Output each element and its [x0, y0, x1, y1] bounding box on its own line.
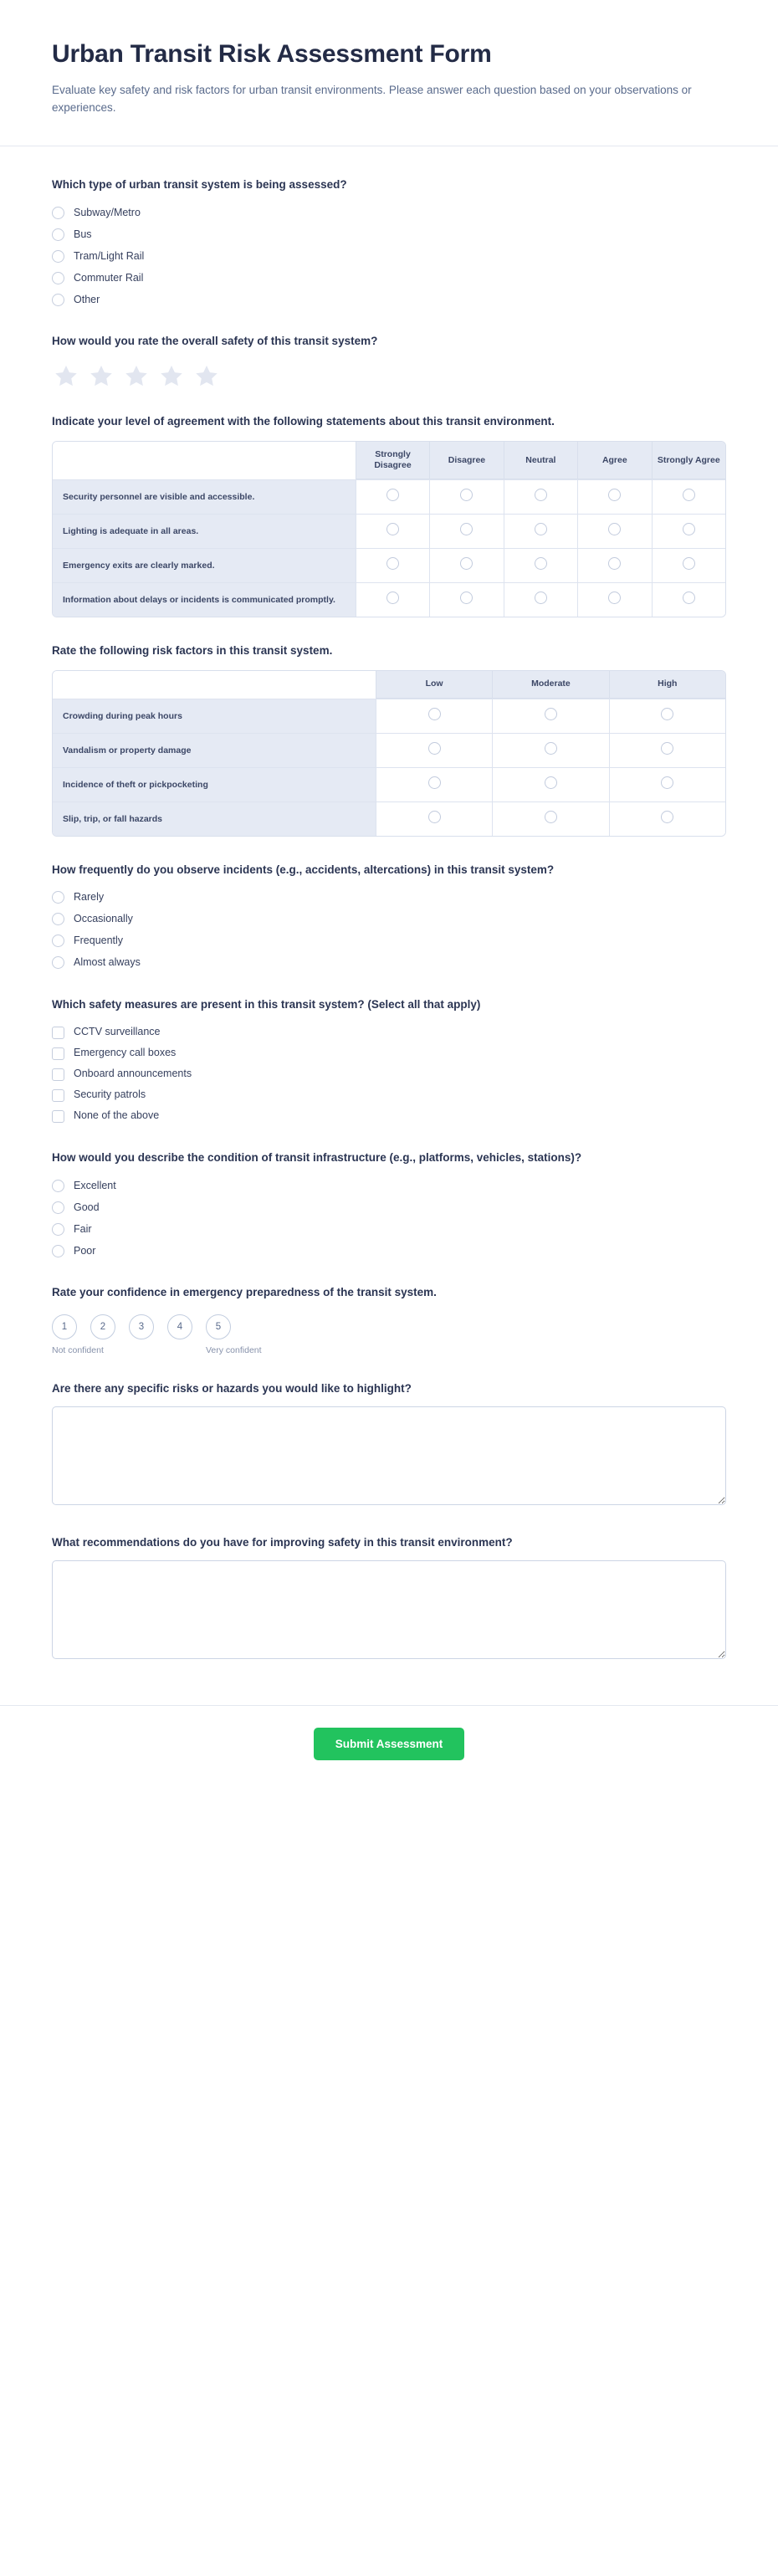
scale-high-caption: Very confident	[206, 1344, 262, 1355]
matrix-row-label: Emergency exits are clearly marked.	[53, 548, 356, 582]
radio-icon[interactable]	[545, 776, 557, 789]
matrix-row	[53, 801, 725, 836]
option-label: Commuter Rail	[74, 271, 144, 284]
radio-icon[interactable]	[608, 592, 621, 604]
scale-value-label: 4	[177, 1321, 183, 1332]
radio-icon[interactable]	[683, 557, 695, 570]
radio-group-incident-frequency	[52, 889, 726, 971]
option-label: CCTV surveillance	[74, 1026, 161, 1038]
radio-icon[interactable]	[460, 592, 473, 604]
matrix-column-header: Strongly Agree	[652, 442, 725, 479]
radio-icon[interactable]	[428, 708, 441, 720]
radio-icon[interactable]	[52, 1245, 64, 1257]
matrix-cell[interactable]	[376, 801, 492, 836]
safety-measure-option[interactable]	[52, 1024, 726, 1041]
radio-icon[interactable]	[661, 742, 673, 755]
incident-frequency-option[interactable]	[52, 911, 726, 928]
option-label: Other	[74, 293, 100, 305]
confidence-scale-option[interactable]	[167, 1314, 192, 1339]
matrix-cell[interactable]	[356, 514, 429, 548]
page-title: Urban Transit Risk Assessment Form	[52, 40, 492, 68]
matrix-cell[interactable]	[577, 514, 651, 548]
radio-icon[interactable]	[535, 557, 547, 570]
infrastructure-option[interactable]	[52, 1221, 726, 1237]
checkbox-group-safety-measures	[52, 1024, 726, 1124]
incident-frequency-option[interactable]	[52, 955, 726, 971]
matrix-row	[53, 514, 725, 548]
question-confidence-scale	[52, 1284, 726, 1355]
matrix-cell[interactable]	[376, 733, 492, 767]
question-overall-safety	[52, 333, 726, 387]
matrix-row	[53, 548, 725, 582]
star-icon[interactable]	[124, 363, 149, 388]
form-footer	[0, 1705, 778, 1795]
risk-matrix-corner	[53, 671, 376, 698]
matrix-row	[53, 479, 725, 514]
radio-icon[interactable]	[52, 250, 64, 263]
option-label: Bus	[74, 228, 92, 240]
question-label: How frequently do you observe incidents (e.g., accidents, altercations) in this transit system?	[52, 863, 555, 876]
option-label: Security patrols	[74, 1088, 146, 1101]
radio-icon[interactable]	[608, 557, 621, 570]
matrix-column-header: Disagree	[429, 442, 503, 479]
option-label: Subway/Metro	[74, 206, 141, 218]
matrix-cell[interactable]	[652, 548, 725, 582]
safety-measure-option[interactable]	[52, 1087, 726, 1104]
matrix-cell[interactable]	[609, 699, 725, 733]
matrix-row-label: Incidence of theft or pickpocketing	[53, 767, 376, 801]
scale-low-caption: Not confident	[52, 1344, 104, 1355]
option-label: Tram/Light Rail	[74, 249, 145, 262]
transit-type-option[interactable]	[52, 248, 726, 264]
option-label: Onboard announcements	[74, 1068, 192, 1080]
radio-icon[interactable]	[460, 489, 473, 501]
transit-type-option[interactable]	[52, 291, 726, 308]
radio-icon[interactable]	[52, 294, 64, 306]
radio-icon[interactable]	[535, 592, 547, 604]
radio-icon[interactable]	[460, 523, 473, 535]
option-label: Occasionally	[74, 913, 133, 925]
question-label: Indicate your level of agreement with the following statements about this transit environment.	[52, 414, 555, 428]
matrix-cell[interactable]	[652, 479, 725, 514]
radio-group-transit-type	[52, 204, 726, 308]
transit-type-option[interactable]	[52, 204, 726, 221]
option-label: None of the above	[74, 1109, 160, 1122]
radio-icon[interactable]	[545, 742, 557, 755]
safety-measure-option[interactable]	[52, 1045, 726, 1062]
incident-frequency-option[interactable]	[52, 889, 726, 906]
confidence-scale-control	[52, 1313, 726, 1355]
risk-factors-matrix-table	[52, 670, 726, 836]
checkbox-icon[interactable]	[52, 1027, 64, 1039]
matrix-cell[interactable]	[429, 582, 503, 617]
radio-icon[interactable]	[52, 207, 64, 219]
radio-icon[interactable]	[52, 1180, 64, 1192]
matrix-cell[interactable]	[429, 479, 503, 514]
star-icon[interactable]	[54, 363, 79, 388]
confidence-scale-option[interactable]	[206, 1314, 231, 1339]
transit-type-option[interactable]	[52, 269, 726, 286]
matrix-row	[53, 699, 725, 733]
matrix-column-header: Low	[376, 671, 492, 698]
checkbox-icon[interactable]	[52, 1110, 64, 1123]
radio-icon[interactable]	[52, 272, 64, 284]
matrix-column-header: Strongly Disagree	[356, 442, 429, 479]
matrix-cell[interactable]	[609, 801, 725, 836]
matrix-cell[interactable]	[356, 582, 429, 617]
radio-icon[interactable]	[52, 913, 64, 925]
option-label: Fair	[74, 1222, 92, 1235]
radio-icon[interactable]	[386, 557, 399, 570]
matrix-cell[interactable]	[376, 767, 492, 801]
matrix-cell[interactable]	[609, 733, 725, 767]
option-label: Poor	[74, 1244, 96, 1257]
radio-icon[interactable]	[545, 811, 557, 823]
safety-measure-option[interactable]	[52, 1066, 726, 1083]
matrix-row	[53, 733, 725, 767]
matrix-row-label: Security personnel are visible and accessible.	[53, 479, 356, 514]
scale-value-label: 5	[215, 1321, 222, 1332]
specific-risks-textarea[interactable]	[52, 1406, 726, 1505]
radio-icon[interactable]	[52, 956, 64, 969]
matrix-row-label: Vandalism or property damage	[53, 733, 376, 767]
option-label: Good	[74, 1201, 100, 1213]
question-recommendations	[52, 1534, 726, 1663]
question-label: Which safety measures are present in this transit system? (Select all that apply)	[52, 997, 481, 1011]
question-label: Rate the following risk factors in this transit system.	[52, 644, 333, 658]
matrix-row	[53, 582, 725, 617]
radio-icon[interactable]	[386, 592, 399, 604]
form-header	[0, 0, 778, 146]
radio-icon[interactable]	[608, 489, 621, 501]
matrix-row	[53, 767, 725, 801]
page-subtitle: Evaluate key safety and risk factors for urban transit environments. Please answer each question based on your observations or experiences.	[52, 83, 692, 115]
question-transit-type	[52, 177, 726, 308]
matrix-cell[interactable]	[429, 548, 503, 582]
question-label: Rate your confidence in emergency preparedness of the transit system.	[52, 1286, 437, 1299]
matrix-cell[interactable]	[577, 479, 651, 514]
question-incident-frequency	[52, 862, 726, 971]
radio-icon[interactable]	[545, 708, 557, 720]
radio-icon[interactable]	[460, 557, 473, 570]
radio-icon[interactable]	[661, 811, 673, 823]
matrix-row-label: Lighting is adequate in all areas.	[53, 514, 356, 548]
matrix-cell[interactable]	[356, 479, 429, 514]
scale-value-label: 3	[138, 1321, 145, 1332]
matrix-cell[interactable]	[609, 767, 725, 801]
matrix-cell[interactable]	[356, 548, 429, 582]
matrix-column-header: Moderate	[492, 671, 608, 698]
radio-icon[interactable]	[52, 935, 64, 947]
radio-group-infrastructure	[52, 1177, 726, 1259]
radio-icon[interactable]	[661, 708, 673, 720]
matrix-row-label: Information about delays or incidents is communicated promptly.	[53, 582, 356, 617]
infrastructure-option[interactable]	[52, 1199, 726, 1216]
matrix-cell[interactable]	[504, 548, 577, 582]
matrix-cell[interactable]	[577, 582, 651, 617]
option-label: Rarely	[74, 891, 105, 904]
checkbox-icon[interactable]	[52, 1047, 64, 1060]
question-agreement-matrix	[52, 413, 726, 618]
matrix-cell[interactable]	[504, 582, 577, 617]
radio-icon[interactable]	[386, 523, 399, 535]
radio-icon[interactable]	[683, 592, 695, 604]
question-risk-factors-matrix	[52, 643, 726, 836]
agreement-matrix-corner	[53, 442, 356, 479]
transit-type-option[interactable]	[52, 226, 726, 243]
confidence-scale-option[interactable]	[90, 1314, 115, 1339]
checkbox-icon[interactable]	[52, 1068, 64, 1081]
radio-icon[interactable]	[428, 742, 441, 755]
radio-icon[interactable]	[52, 228, 64, 241]
question-label: What recommendations do you have for improving safety in this transit environment?	[52, 1535, 513, 1549]
matrix-cell[interactable]	[376, 699, 492, 733]
star-icon[interactable]	[159, 363, 184, 388]
matrix-cell[interactable]	[492, 733, 608, 767]
infrastructure-option[interactable]	[52, 1177, 726, 1194]
safety-measure-option[interactable]	[52, 1108, 726, 1124]
matrix-cell[interactable]	[504, 514, 577, 548]
form-body	[0, 146, 778, 1705]
question-label: How would you describe the condition of transit infrastructure (e.g., platforms, vehicles, stations)?	[52, 1151, 582, 1165]
matrix-cell[interactable]	[492, 767, 608, 801]
matrix-cell[interactable]	[504, 479, 577, 514]
star-icon[interactable]	[89, 363, 114, 388]
option-label: Frequently	[74, 935, 124, 947]
infrastructure-option[interactable]	[52, 1242, 726, 1259]
checkbox-icon[interactable]	[52, 1089, 64, 1102]
scale-value-label: 2	[100, 1321, 106, 1332]
recommendations-textarea[interactable]	[52, 1560, 726, 1659]
radio-icon[interactable]	[428, 811, 441, 823]
radio-icon[interactable]	[661, 776, 673, 789]
option-label: Excellent	[74, 1179, 116, 1191]
matrix-cell[interactable]	[429, 514, 503, 548]
question-safety-measures	[52, 996, 726, 1124]
radio-icon[interactable]	[683, 489, 695, 501]
matrix-column-header: Neutral	[504, 442, 577, 479]
matrix-row-label: Slip, trip, or fall hazards	[53, 801, 376, 836]
question-specific-risks	[52, 1380, 726, 1509]
incident-frequency-option[interactable]	[52, 933, 726, 950]
option-label: Almost always	[74, 956, 141, 969]
matrix-column-header: High	[609, 671, 725, 698]
agreement-matrix-table	[52, 441, 726, 617]
scale-value-label: 1	[61, 1321, 68, 1332]
scale-options	[52, 1314, 726, 1339]
radio-icon[interactable]	[683, 523, 695, 535]
option-label: Emergency call boxes	[74, 1047, 177, 1059]
radio-icon[interactable]	[52, 891, 64, 904]
matrix-cell[interactable]	[492, 801, 608, 836]
matrix-cell[interactable]	[652, 582, 725, 617]
radio-icon[interactable]	[535, 523, 547, 535]
matrix-cell[interactable]	[652, 514, 725, 548]
question-label: Which type of urban transit system is being assessed?	[52, 178, 347, 192]
scale-captions	[52, 1345, 726, 1355]
submit-button[interactable]: Submit Assessment	[314, 1728, 465, 1760]
question-infrastructure-condition	[52, 1150, 726, 1259]
radio-icon[interactable]	[428, 776, 441, 789]
radio-icon[interactable]	[52, 1201, 64, 1214]
matrix-column-header: Agree	[577, 442, 651, 479]
radio-icon[interactable]	[608, 523, 621, 535]
confidence-scale-option[interactable]	[129, 1314, 154, 1339]
star-icon[interactable]	[194, 363, 219, 388]
matrix-cell[interactable]	[577, 548, 651, 582]
matrix-row-label: Crowding during peak hours	[53, 699, 376, 733]
matrix-cell[interactable]	[492, 699, 608, 733]
star-rating-control[interactable]	[52, 361, 726, 388]
question-label: Are there any specific risks or hazards you would like to highlight?	[52, 1381, 412, 1395]
radio-icon[interactable]	[535, 489, 547, 501]
radio-icon[interactable]	[52, 1223, 64, 1236]
radio-icon[interactable]	[386, 489, 399, 501]
confidence-scale-option[interactable]	[52, 1314, 77, 1339]
question-label: How would you rate the overall safety of this transit system?	[52, 335, 378, 348]
